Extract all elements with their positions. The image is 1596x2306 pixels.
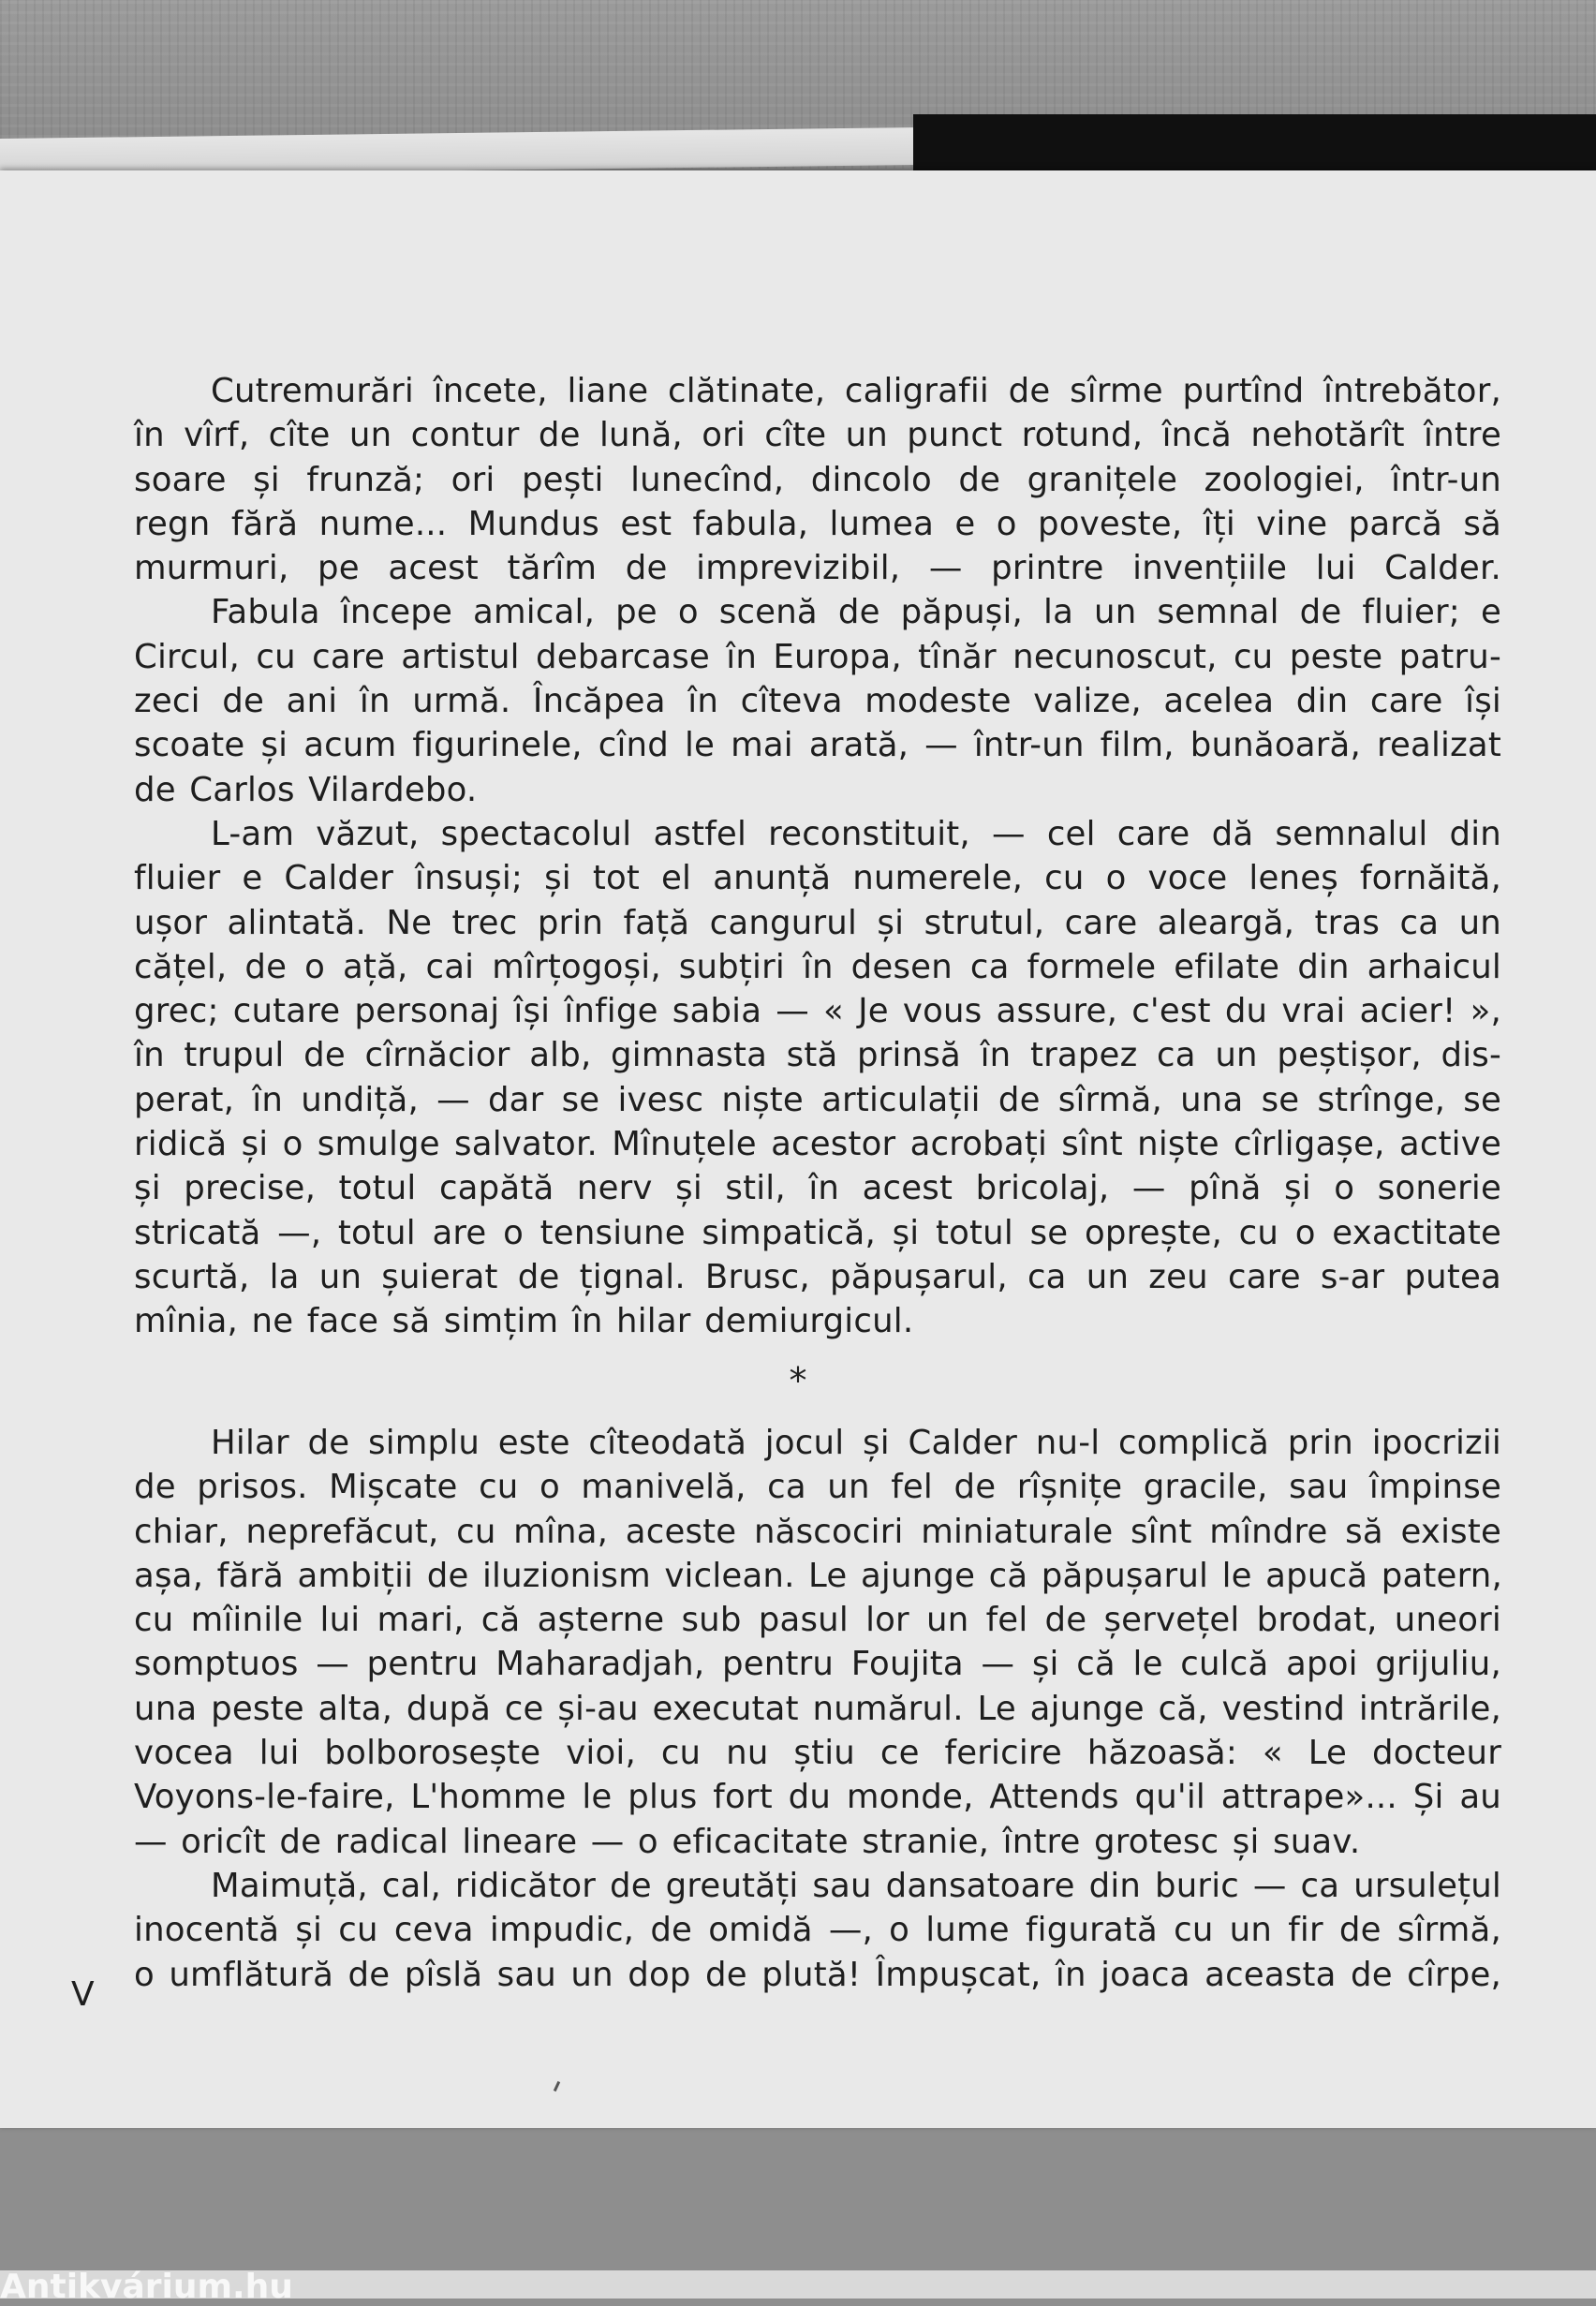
text-line: perat, în undiță, — dar se ivesc niște articulații de sîrmă, una se strînge, se xyxy=(134,1080,1501,1119)
text-line: și precise, totul capătă nerv și stil, în acest bricolaj, — pînă și o sonerie xyxy=(134,1169,1501,1208)
text-line: chiar, neprefăcut, cu mîna, aceste născociri miniaturale sînt mîndre să existe xyxy=(134,1512,1501,1551)
text-line: ușor alintată. Ne trec prin față cangurul și strutul, care aleargă, tras ca un xyxy=(134,903,1501,942)
text-line: grec; cutare personaj își înfige sabia — « Je vous assure, c'est du vrai acier! », xyxy=(134,992,1501,1031)
section-separator: * xyxy=(789,1360,807,1401)
text-line: așa, fără ambiții de iluzionism viclean. Le ajunge că păpușarul le apucă patern, xyxy=(134,1556,1502,1595)
underlying-book-cover xyxy=(913,114,1596,170)
text-line: fluier e Calder însuși; și tot el anunță numerele, cu o voce leneș fornăită, xyxy=(134,859,1501,898)
text-line: de prisos. Mișcate cu o manivelă, ca un fel de rîșnițe gracile, sau împinse xyxy=(134,1468,1501,1507)
text-line: Circul, cu care artistul debarcase în Europa, tînăr necunoscut, cu peste patru- xyxy=(134,637,1501,676)
text-line: somptuos — pentru Maharadjah, pentru Foujita — și că le culcă apoi grijuliu, xyxy=(134,1645,1501,1684)
text-line: zeci de ani în urmă. Încăpea în cîteva modeste valize, acelea din care își xyxy=(134,682,1501,721)
text-line: cu mîinile lui mari, că așterne sub pasul lor un fel de șervețel brodat, uneori xyxy=(134,1601,1501,1640)
book-page xyxy=(0,170,1596,2306)
text-block-part2 xyxy=(134,1421,1501,1997)
text-line: soare și frunză; ori pești lunecînd, dincolo de granițele zoologiei, într-un xyxy=(134,460,1501,499)
text-line: L-am văzut, spectacolul astfel reconstituit, — cel care dă semnalul din xyxy=(211,814,1501,853)
text-line: Maimuță, cal, ridicător de greutăți sau dansatoare din buric — ca ursulețul xyxy=(211,1866,1501,1905)
text-line: vocea lui bolborosește vioi, cu nu știu ce fericire hăzoasă: « Le docteur xyxy=(134,1734,1501,1773)
text-line: Voyons-le-faire, L'homme le plus fort du monde, Attends qu'il attrape»... Și au xyxy=(134,1778,1501,1817)
text-line: Cutremurări încete, liane clătinate, caligrafii de sîrme purtînd întrebător, xyxy=(211,372,1501,410)
text-line: inocentă și cu ceva impudic, de omidă —, o lume figurată cu un fir de sîrmă, xyxy=(134,1911,1501,1950)
text-line: o umflătură de pîslă sau un dop de plută! Împușcat, în joaca aceasta de cîrpe, xyxy=(134,1955,1501,1994)
text-line: — oricît de radical lineare — o eficacitate stranie, între grotesc și suav. xyxy=(134,1822,1361,1861)
text-line: de Carlos Vilardebo. xyxy=(134,770,478,809)
text-line: regn fără nume... Mundus est fabula, lumea e o poveste, îți vine parcă să xyxy=(134,504,1501,543)
text-line: Hilar de simplu este cîteodată jocul și Calder nu-l complică prin ipocrizii xyxy=(211,1424,1501,1462)
text-line: stricată —, totul are o tensiune simpatică, și totul se oprește, cu o exactitate xyxy=(134,1213,1501,1252)
text-line: mînia, ne face să simțim în hilar demiurgicul. xyxy=(134,1302,914,1341)
text-line: cățel, de o ață, cai mîrțogoși, subțiri în desen ca formele efilate din arhaicul xyxy=(134,947,1501,986)
text-line: murmuri, pe acest tărîm de imprevizibil, — printre invențiile lui Calder. xyxy=(134,549,1501,588)
text-line: scoate și acum figurinele, cînd le mai arată, — într-un film, bunăoară, realizat xyxy=(134,726,1501,765)
text-line: în trupul de cîrnăcior alb, gimnasta stă prinsă în trapez ca un peștișor, dis- xyxy=(134,1036,1501,1075)
text-line: ridică și o smulge salvator. Mînuțele acestor acrobați sînt niște cîrligașe, active xyxy=(134,1125,1501,1164)
text-line: scurtă, la un șuierat de țignal. Brusc, păpușarul, ca un zeu care s-ar putea xyxy=(134,1257,1501,1296)
text-block-part1 xyxy=(134,369,1501,1344)
text-line: una peste alta, după ce și-au executat numărul. Le ajunge că, vestind intrările, xyxy=(134,1689,1501,1728)
text-line: în vîrf, cîte un contur de lună, ori cîte un punct rotund, încă nehotărît între xyxy=(134,416,1501,455)
text-line: Fabula începe amical, pe o scenă de păpuși, la un semnal de fluier; e xyxy=(211,593,1501,632)
margin-roman-numeral: V xyxy=(71,1975,95,2014)
ink-speck xyxy=(554,2081,560,2092)
watermark-text: Antikvárium.hu xyxy=(0,2268,293,2306)
